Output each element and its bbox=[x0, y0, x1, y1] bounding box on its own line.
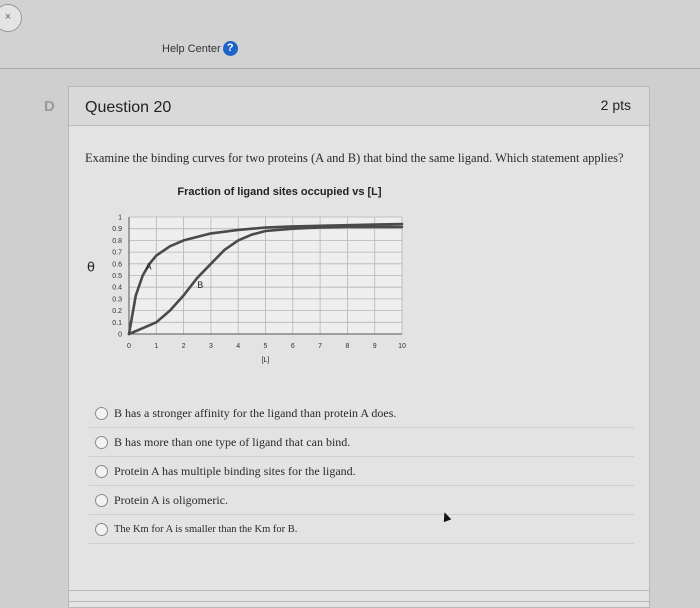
x-tick-label: 8 bbox=[345, 343, 350, 350]
y-axis-label: θ bbox=[87, 260, 95, 276]
y-tick-label: 0.9 bbox=[112, 226, 122, 234]
x-tick-label: 3 bbox=[208, 343, 213, 350]
x-tick-label: 7 bbox=[318, 343, 323, 350]
answer-label: Protein A has multiple binding sites for the ligand. bbox=[114, 463, 356, 478]
answer-label: B has a stronger affinity for the ligand than protein A does. bbox=[114, 405, 397, 420]
series-label-a: A bbox=[145, 261, 152, 272]
y-tick-label: 0 bbox=[118, 331, 122, 339]
y-tick-label: 0.4 bbox=[112, 284, 122, 292]
question-icon: ? bbox=[223, 41, 238, 56]
answer-radio[interactable] bbox=[95, 494, 108, 507]
answer-radio[interactable] bbox=[95, 523, 108, 536]
answer-radio[interactable] bbox=[95, 407, 108, 420]
answer-label: B has more than one type of ligand that can bind. bbox=[114, 434, 351, 449]
x-tick-label: 10 bbox=[398, 343, 406, 350]
y-tick-label: 0.1 bbox=[112, 319, 122, 327]
answer-option[interactable] bbox=[89, 399, 634, 428]
x-tick-label: 0 bbox=[127, 343, 131, 350]
chart-title: Fraction of ligand sites occupied vs [L] bbox=[177, 186, 382, 198]
help-center-link[interactable] bbox=[162, 41, 238, 56]
answer-option[interactable] bbox=[89, 486, 634, 515]
help-center-label: Help Center bbox=[162, 42, 221, 55]
y-tick-label: 1 bbox=[118, 214, 122, 222]
question-title: Question 20 bbox=[85, 99, 172, 116]
question-card bbox=[68, 86, 650, 608]
x-axis-label: [L] bbox=[261, 357, 270, 364]
answer-option[interactable] bbox=[89, 457, 634, 486]
y-tick-label: 0.3 bbox=[112, 296, 122, 304]
question-text: Examine the binding curves for two proteins (A and B) that bind the same ligand. Which statement applies? bbox=[85, 151, 624, 165]
x-tick-label: 9 bbox=[372, 343, 377, 350]
x-tick-label: 1 bbox=[154, 343, 159, 350]
answer-radio[interactable] bbox=[95, 436, 108, 449]
answer-option[interactable] bbox=[89, 428, 634, 457]
x-tick-label: 4 bbox=[236, 343, 241, 350]
question-points: 2 pts bbox=[600, 97, 631, 113]
series-label-b: B bbox=[197, 279, 204, 290]
y-tick-label: 0.6 bbox=[112, 261, 122, 269]
x-tick-label: 2 bbox=[181, 343, 186, 350]
y-tick-label: 0.2 bbox=[112, 308, 122, 316]
next-question-card bbox=[68, 590, 650, 602]
question-flag-icon[interactable]: D bbox=[44, 98, 55, 115]
top-bar bbox=[0, 0, 700, 69]
y-tick-label: 0.5 bbox=[112, 273, 122, 280]
answer-label: Protein A is oligomeric. bbox=[114, 492, 228, 507]
y-tick-label: 0.8 bbox=[112, 237, 122, 245]
y-tick-label: 0.7 bbox=[112, 249, 122, 257]
x-tick-label: 5 bbox=[263, 343, 268, 350]
answer-radio[interactable] bbox=[95, 465, 108, 478]
answer-label: The Km for A is smaller than the Km for B. bbox=[114, 523, 298, 535]
answer-option[interactable] bbox=[89, 515, 634, 544]
answer-list bbox=[89, 399, 634, 544]
binding-curve-chart bbox=[69, 87, 649, 387]
close-icon[interactable]: × bbox=[0, 4, 22, 32]
x-tick-label: 6 bbox=[290, 343, 295, 350]
